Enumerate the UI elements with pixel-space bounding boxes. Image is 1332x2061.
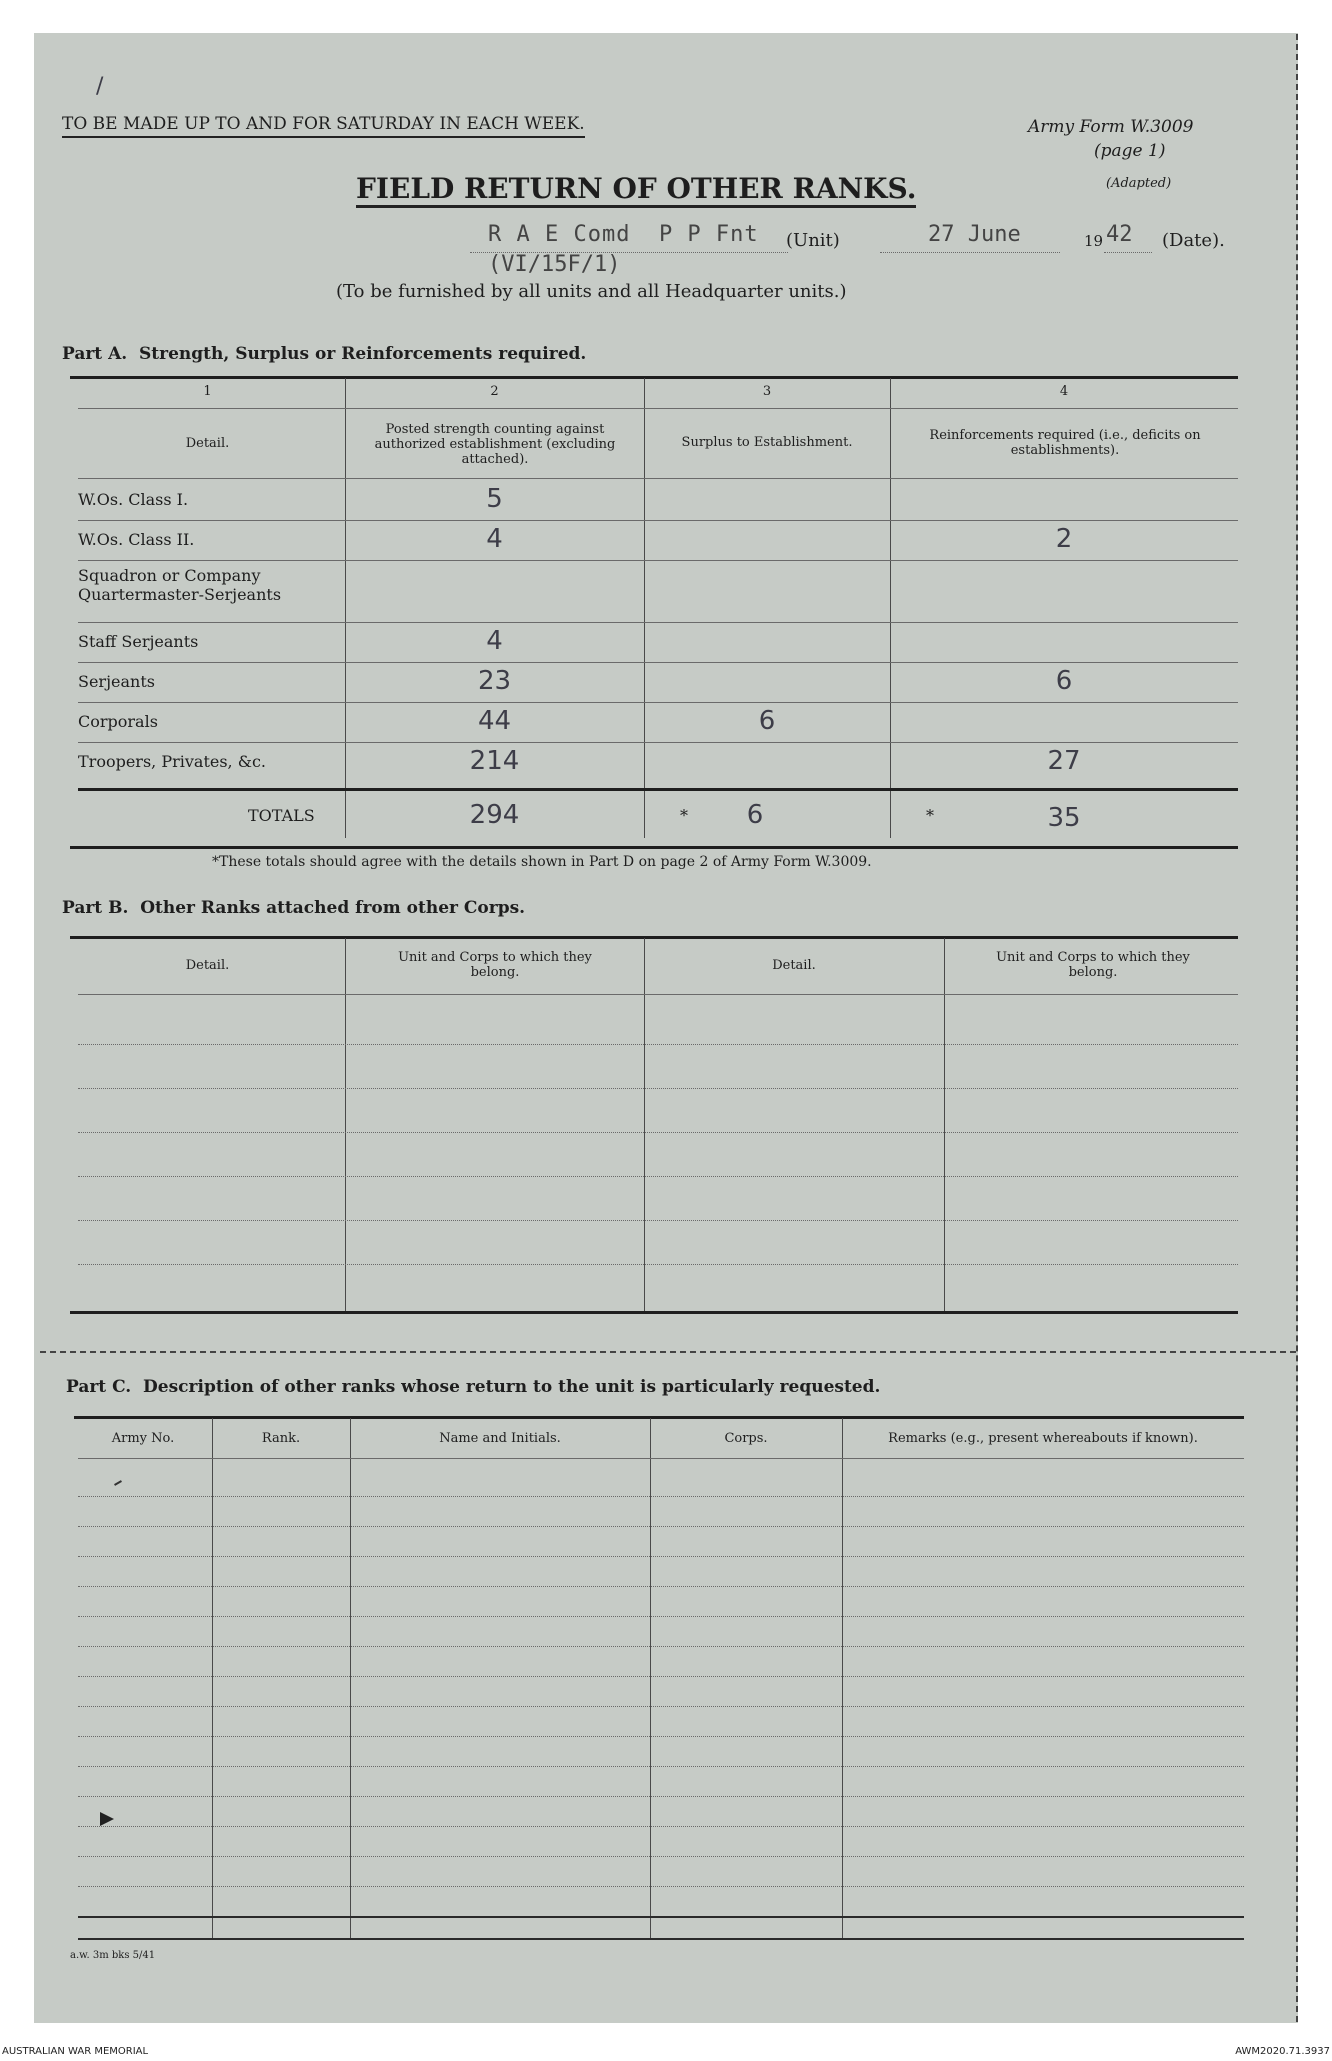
part-b-ruled-line (78, 1176, 1238, 1177)
row-rule (78, 662, 1238, 663)
middle-perforation (40, 1351, 1296, 1353)
col-number-rule (78, 408, 1238, 409)
part-c-ruled-line (78, 1526, 1244, 1527)
part-c-ruled-line (78, 1826, 1244, 1827)
part-c-ruled-line (78, 1556, 1244, 1557)
col-header-detail: Detail. (185, 436, 230, 451)
unit-value: R A E Comd P P Fnt (488, 222, 759, 247)
part-c-col-army-no: Army No. (111, 1431, 175, 1446)
header-rule (78, 478, 1238, 479)
part-c-ruled-line (78, 1616, 1244, 1617)
part-c-ruled-line (78, 1916, 1244, 1918)
col-header-surplus: Surplus to Establishment. (681, 435, 853, 450)
row-detail: Troopers, Privates, &c. (78, 752, 267, 771)
part-c-col-rank: Rank. (261, 1431, 301, 1446)
date-line (880, 252, 1060, 253)
instruction-text: TO BE MADE UP TO AND FOR SATURDAY IN EACH WEEK. (62, 114, 585, 138)
col-number-4: 4 (1059, 384, 1069, 399)
part-c-ruled-line (78, 1886, 1244, 1887)
row-posted: 214 (469, 746, 520, 776)
part-c-ruled-line (78, 1646, 1244, 1647)
totals-label: TOTALS (248, 806, 315, 825)
part-c-ruled-line (78, 1676, 1244, 1677)
page-title: FIELD RETURN OF OTHER RANKS. (356, 172, 916, 208)
part-c-col-name: Name and Initials. (439, 1431, 561, 1446)
part-a-top-rule (70, 376, 1238, 379)
col-number-2: 2 (490, 384, 499, 399)
print-code: a.w. 3m bks 5/41 (70, 1950, 156, 1961)
total-reinf: 35 (1047, 803, 1081, 833)
part-c-ruled-line (78, 1796, 1244, 1797)
part-b-ruled-line (78, 1088, 1238, 1089)
row-detail: W.Os. Class I. (78, 490, 189, 509)
part-c-bottom-rule (78, 1938, 1244, 1940)
row-reinf: 6 (1055, 666, 1073, 696)
part-b-col-detail-1: Detail. (185, 958, 230, 973)
total-surplus: 6 (746, 800, 764, 830)
row-reinf: 27 (1047, 746, 1081, 776)
form-sheet (34, 33, 1298, 2023)
total-reinf-asterisk: * (926, 806, 934, 825)
right-perforation (1296, 34, 1298, 2022)
row-rule (78, 702, 1238, 703)
row-posted: 4 (486, 524, 503, 554)
part-c-ruled-line (78, 1766, 1244, 1767)
form-page: (page 1) (1094, 141, 1166, 161)
unit-label: (Unit) (786, 230, 840, 251)
date-value: 27 June (928, 222, 1021, 247)
year-prefix: 19 (1084, 232, 1104, 250)
part-b-ruled-line (78, 1132, 1238, 1133)
part-b-top-rule (70, 936, 1238, 939)
part-b-col-unit-2: Unit and Corps to which they belong. (996, 950, 1190, 980)
adapted-note: (Adapted) (1106, 176, 1172, 191)
date-label: (Date). (1162, 230, 1225, 251)
part-b-ruled-line (78, 1220, 1238, 1221)
row-reinf: 2 (1055, 524, 1073, 554)
total-posted: 294 (469, 800, 520, 830)
row-rule (78, 622, 1238, 623)
row-posted: 5 (486, 484, 503, 514)
part-a-footnote: *These totals should agree with the details shown in Part D on page 2 of Army Form W.3009. (212, 854, 872, 870)
part-c-ruled-line (78, 1586, 1244, 1587)
corner-mark: / (96, 74, 104, 99)
row-detail: Serjeants (78, 672, 155, 691)
col-header-reinf: Reinforcements required (i.e., deficits on establishments). (929, 428, 1201, 458)
ref-code: (VI/15F/1) (488, 252, 621, 277)
part-c-col-corps: Corps. (724, 1431, 768, 1446)
col-number-3: 3 (762, 384, 772, 399)
year-suffix: 42 (1106, 222, 1133, 247)
row-posted: 23 (477, 666, 512, 696)
row-posted: 4 (486, 626, 503, 656)
part-a-heading: Part A. Strength, Surplus or Reinforcements required. (62, 344, 587, 364)
row-rule (78, 560, 1238, 561)
furnish-note: (To be furnished by all units and all Headquarter units.) (336, 281, 847, 302)
row-rule (78, 520, 1238, 521)
arrow-mark-icon (100, 1812, 114, 1826)
part-c-ruled-line (78, 1736, 1244, 1737)
part-b-header-rule (78, 994, 1238, 995)
footer-right: AWM2020.71.3937 (1235, 2046, 1330, 2057)
part-a-bottom-rule (70, 846, 1238, 849)
part-c-header-rule (78, 1458, 1244, 1459)
row-posted: 44 (477, 706, 512, 736)
part-a-rows-bottom-rule (78, 788, 1238, 791)
row-surplus: 6 (758, 706, 776, 736)
total-surplus-asterisk: * (680, 806, 688, 825)
part-b-col-unit-1: Unit and Corps to which they belong. (398, 950, 592, 980)
part-c-heading: Part C. Description of other ranks whose return to the unit is particularly requested. (66, 1377, 881, 1397)
part-b-ruled-line (78, 1044, 1238, 1045)
footer-left: AUSTRALIAN WAR MEMORIAL (2, 2046, 149, 2057)
row-detail: Corporals (78, 712, 158, 731)
part-c-ruled-line (78, 1856, 1244, 1857)
form-number: Army Form W.3009 (1028, 117, 1194, 137)
row-rule (78, 742, 1238, 743)
row-detail: Staff Serjeants (78, 632, 199, 651)
year-line (1104, 252, 1152, 253)
col-number-1: 1 (203, 384, 212, 399)
part-b-bottom-rule (70, 1311, 1238, 1314)
part-c-ruled-line (78, 1496, 1244, 1497)
part-c-col-remarks: Remarks (e.g., present whereabouts if known). (888, 1431, 1198, 1446)
part-c-top-rule (74, 1416, 1244, 1419)
part-b-col-detail-2: Detail. (772, 958, 816, 973)
part-b-heading: Part B. Other Ranks attached from other Corps. (62, 898, 526, 918)
part-b-ruled-line (78, 1264, 1238, 1265)
part-c-ruled-line (78, 1706, 1244, 1707)
row-detail: W.Os. Class II. (78, 530, 195, 549)
col-header-posted: Posted strength counting against authorized establishment (excluding attached). (374, 422, 616, 467)
row-detail: Squadron or Company Quartermaster-Serjeants (78, 566, 282, 604)
